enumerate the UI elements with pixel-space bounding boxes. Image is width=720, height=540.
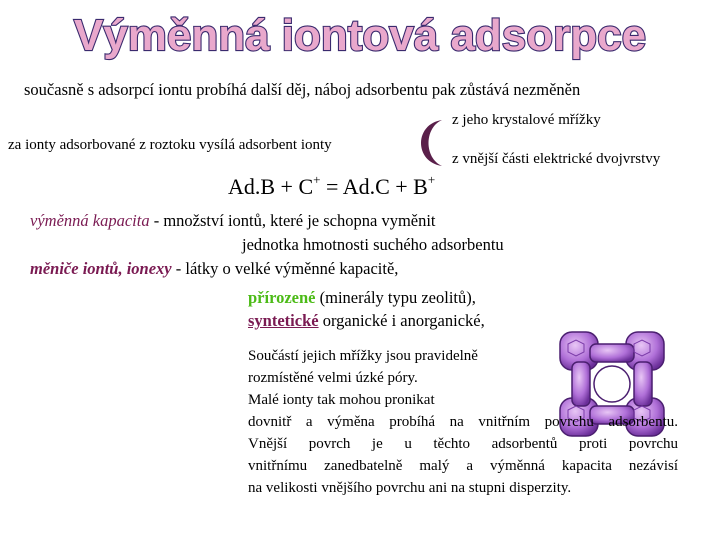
paragraph-line: Malé ionty tak mohou pronikat (248, 392, 435, 408)
intro-text: současně s adsorpcí iontu probíhá další děj, náboj adsorbentu pak zůstává nezměněn (24, 80, 581, 99)
paragraph-line: Součástí jejich mřížky jsou pravidelně (248, 348, 478, 364)
natural-term: přírozené (248, 288, 316, 307)
exchangers-text: - látky o velké výměnné kapacitě, (171, 259, 399, 278)
capacity-continuation: jednotka hmotnosti suchého adsorbentu (242, 235, 504, 254)
definition-exchangers (30, 259, 398, 279)
exchangers-term: měniče iontů, ionexy (30, 259, 172, 278)
synthetic-item (248, 311, 485, 331)
branch-bottom-text: z vnější části elektrické dvojvrstvy (452, 151, 661, 167)
paragraph-line: Vnější povrch je u těchto adsorbentů proti povrchu (248, 436, 678, 452)
paragraph-line: na velikosti vnějšího povrchu ani na stupni disperzity. (248, 480, 572, 496)
definition-capacity (30, 211, 436, 231)
equation-rhs: = Ad.C + B (320, 174, 428, 199)
description-paragraph (248, 345, 678, 499)
title-text: Výměnná iontová adsorpce (73, 11, 647, 60)
page-title (0, 6, 720, 62)
synthetic-term: syntetické (248, 311, 319, 330)
capacity-text: - množství iontů, které je schopna vyměnit (149, 211, 436, 230)
paragraph-line: rozmístěné velmi úzké póry. (248, 370, 418, 386)
curly-brace-icon (408, 118, 452, 168)
natural-text: (minerály typu zeolitů), (315, 288, 476, 307)
capacity-term: výměnná kapacita (30, 211, 150, 230)
natural-item (248, 288, 476, 308)
equation-lhs: Ad.B + C (228, 174, 314, 199)
branch-left-text: za ionty adsorbované z roztoku vysílá adsorbent ionty (8, 137, 332, 153)
equation-rhs-charge: + (427, 172, 436, 187)
equation-lhs-charge: + (313, 172, 321, 187)
exchange-equation (228, 174, 435, 200)
paragraph-line: vnitřnímu zanedbatelně malý a výměnná kapacita nezávisí (248, 458, 678, 474)
paragraph-line: dovnitř a výměna probíhá na vnitřním povrchu adsorbentu. (248, 414, 678, 430)
synthetic-text: organické i anorganické, (318, 311, 485, 330)
branch-top-text: z jeho krystalové mřížky (452, 112, 601, 128)
